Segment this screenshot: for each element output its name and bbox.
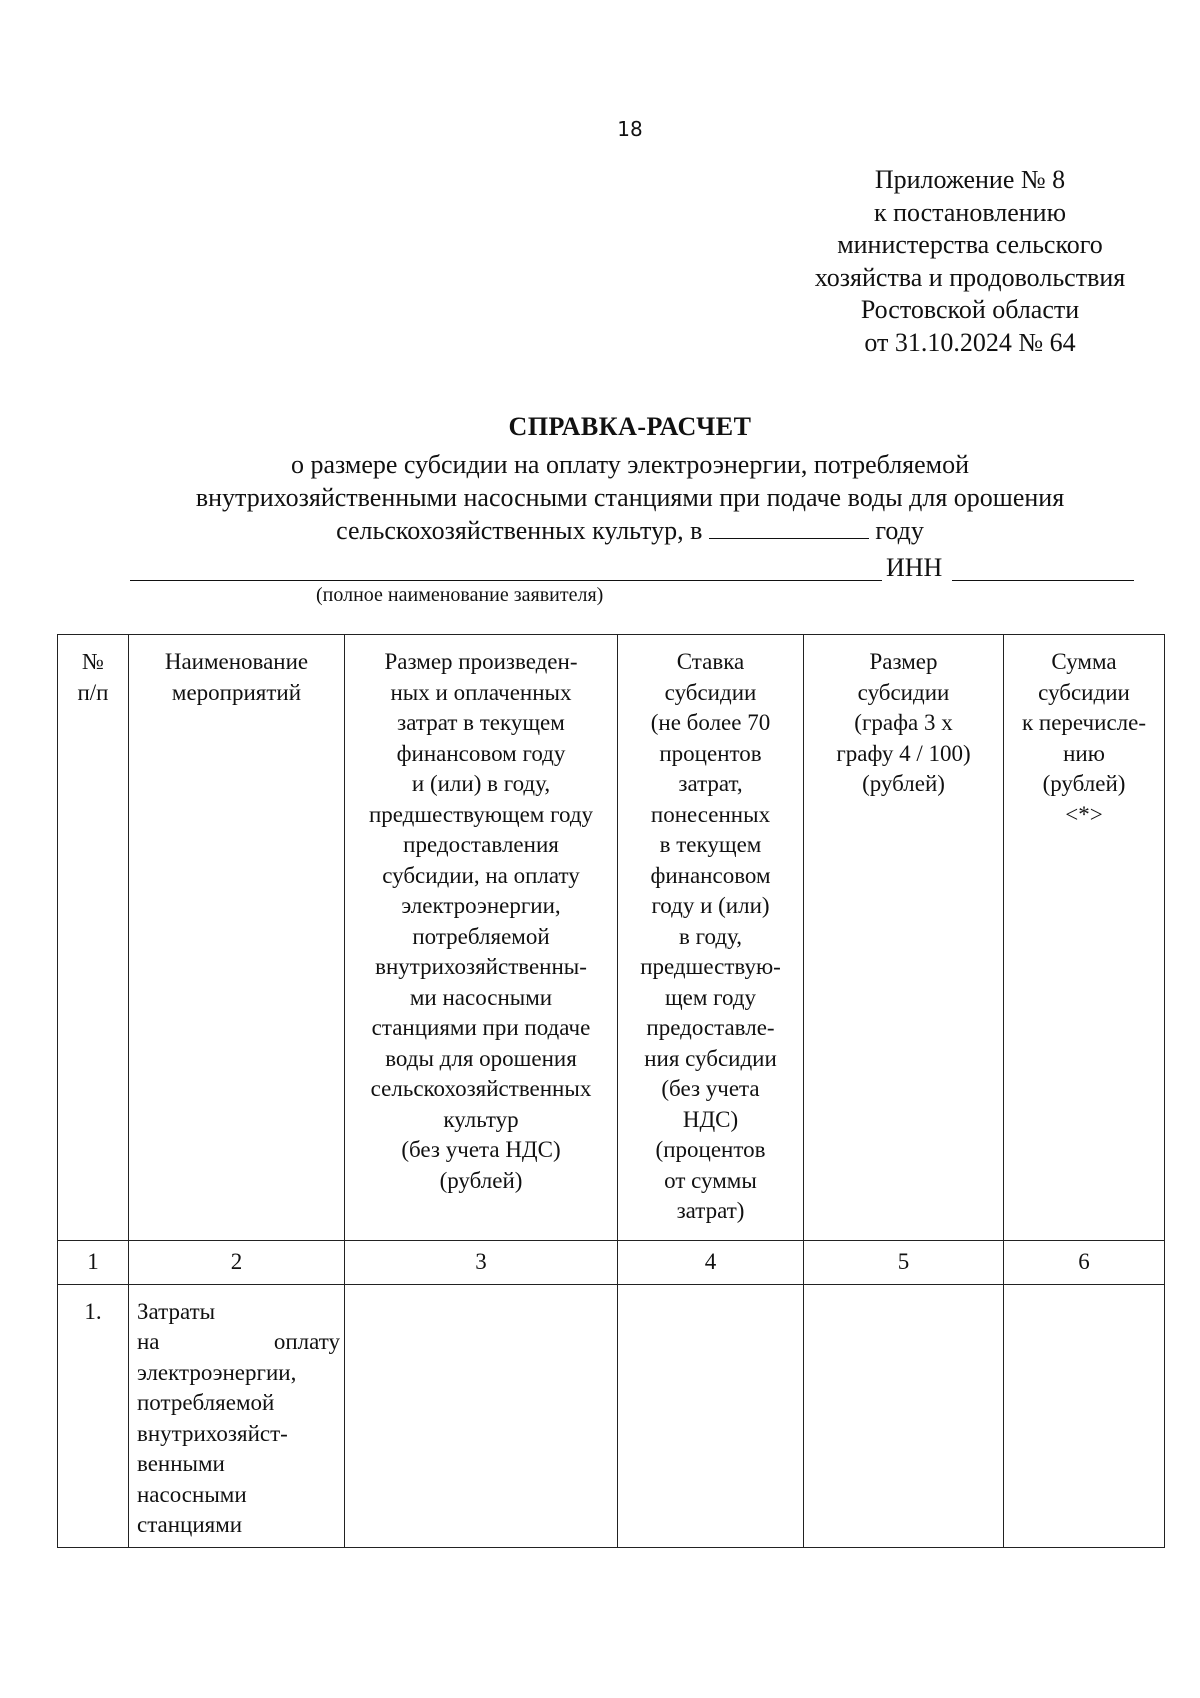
header-line: предшествую- — [640, 954, 781, 979]
header-line: (не более 70 — [650, 710, 771, 735]
header-line: Наименование — [164, 649, 309, 674]
header-line: процентов — [659, 740, 762, 766]
column-number: 4 — [618, 1241, 804, 1285]
header-line: <*> — [1065, 801, 1103, 827]
appendix-line: министерства сельского — [837, 230, 1103, 259]
table-row — [58, 1284, 1165, 1547]
column-number: 1 — [58, 1241, 129, 1285]
header-line: электроэнергии, — [401, 893, 561, 918]
row-name-line: Затраты — [137, 1298, 216, 1324]
header-line: и (или) в году, — [411, 771, 551, 796]
subtitle-line-2: внутрихозяйственными насосными станциями при подаче воды для орошения — [195, 483, 1065, 512]
header-line: (рублей) — [862, 771, 945, 796]
row-name-line: венными — [137, 1451, 225, 1476]
row-name-line — [137, 1327, 340, 1358]
header-line: субсидии — [664, 679, 757, 705]
appendix-line: от 31.10.2024 № 64 — [864, 327, 1076, 357]
header-cell-costs — [345, 635, 618, 1241]
header-cell-number — [58, 635, 129, 1241]
header-line: году и (или) — [651, 893, 770, 918]
row-costs-cell[interactable] — [345, 1284, 618, 1547]
year-blank-field[interactable] — [709, 518, 869, 539]
header-line: (без учета НДС) — [401, 1137, 561, 1162]
header-line: финансовом — [650, 862, 771, 888]
row-name-line: станциями — [137, 1512, 243, 1537]
appendix-line: Приложение № 8 — [874, 165, 1066, 194]
header-line: понесенных — [650, 801, 771, 827]
column-number: 3 — [345, 1241, 618, 1285]
document-title: СПРАВКА-РАСЧЕТ — [508, 412, 752, 441]
header-line: № — [82, 649, 104, 674]
header-line: затрат) — [676, 1198, 745, 1223]
header-line: затрат, — [678, 771, 743, 796]
row-measure-name — [129, 1284, 345, 1547]
appendix-line: к постановлению — [873, 197, 1067, 227]
row-name-word: на — [137, 1329, 160, 1354]
row-subsidy-sum-cell[interactable] — [1004, 1284, 1165, 1547]
header-line: (процентов — [655, 1137, 766, 1162]
header-cell-measure-name — [129, 635, 345, 1241]
subtitle-line-3-prefix: сельскохозяйственных культур, в — [336, 516, 703, 545]
header-line: (рублей) — [439, 1167, 523, 1193]
inn-label: ИНН — [886, 553, 943, 582]
header-line: в году, — [679, 923, 742, 949]
document-subtitle — [0, 448, 1200, 547]
column-number: 5 — [804, 1241, 1004, 1285]
header-line: НДС) — [682, 1106, 739, 1132]
subtitle-line-1: о размере субсидии на оплату электроэнергии, потребляемой — [290, 450, 970, 479]
header-cell-subsidy-size — [804, 635, 1004, 1241]
row-name-line: насосными — [137, 1481, 247, 1507]
row-name-line: потребляемой — [137, 1390, 275, 1415]
applicant-caption: (полное наименование заявителя) — [316, 584, 604, 606]
header-line: субсидии — [857, 679, 950, 705]
header-line: Сумма — [1051, 649, 1117, 674]
header-cell-subsidy-sum — [1004, 635, 1165, 1241]
header-line: субсидии, на оплату — [382, 862, 580, 888]
column-number-row — [58, 1241, 1165, 1285]
header-line: сельскохозяйственных — [370, 1076, 592, 1101]
subtitle-line-3 — [0, 514, 1200, 547]
header-line: к перечисле- — [1021, 710, 1146, 735]
header-line: потребляемой — [412, 923, 550, 949]
header-line: предоставления — [403, 832, 559, 857]
header-line: ных и оплаченных — [390, 679, 572, 705]
row-name-word: оплату — [273, 1329, 340, 1354]
calculation-table — [57, 634, 1165, 1548]
header-line: мероприятий — [171, 679, 302, 705]
appendix-header — [740, 164, 1200, 359]
table-header-row — [58, 635, 1165, 1241]
row-name-line: электроэнергии, — [137, 1359, 297, 1385]
header-line: в текущем — [659, 832, 762, 857]
header-line: ми насосными — [409, 984, 553, 1010]
column-number: 6 — [1004, 1241, 1165, 1285]
appendix-line: хозяйства и продовольствия — [814, 262, 1126, 292]
header-line: предшествующем году — [368, 801, 594, 827]
header-line: (графа 3 x — [854, 710, 953, 735]
appendix-line: Ростовской области — [860, 295, 1080, 324]
header-line: (без учета — [661, 1076, 760, 1101]
header-line: от суммы — [664, 1167, 757, 1193]
header-cell-rate — [618, 635, 804, 1241]
header-line: затрат в текущем — [397, 710, 565, 735]
row-rate-cell[interactable] — [618, 1284, 804, 1547]
header-line: внутрихозяйственны- — [375, 954, 587, 979]
header-line: станциями при подаче — [371, 1015, 591, 1040]
subtitle-line-3-suffix: году — [875, 516, 924, 545]
header-line: Размер — [869, 649, 938, 674]
header-line: п/п — [77, 679, 109, 705]
header-line: ния субсидии — [644, 1045, 777, 1071]
header-line: предоставле- — [646, 1015, 775, 1040]
header-line: графу 4 / 100) — [836, 740, 971, 766]
header-line: щем году — [664, 984, 757, 1010]
header-line: Размер произведен- — [384, 649, 578, 674]
header-line: воды для орошения — [385, 1045, 577, 1071]
header-line: субсидии — [1038, 679, 1130, 705]
row-number: 1. — [58, 1284, 129, 1547]
header-line: Ставка — [676, 649, 745, 674]
header-line: нию — [1063, 740, 1105, 766]
header-line: (рублей) — [1042, 771, 1126, 796]
inn-field[interactable] — [952, 580, 1134, 581]
column-number: 2 — [129, 1241, 345, 1285]
row-name-line: внутрихозяйст- — [137, 1420, 288, 1446]
row-subsidy-size-cell[interactable] — [804, 1284, 1004, 1547]
page-number: 18 — [617, 117, 643, 141]
header-line: культур — [443, 1106, 519, 1132]
header-line: финансовом году — [396, 740, 566, 766]
applicant-name-field[interactable] — [130, 580, 882, 581]
